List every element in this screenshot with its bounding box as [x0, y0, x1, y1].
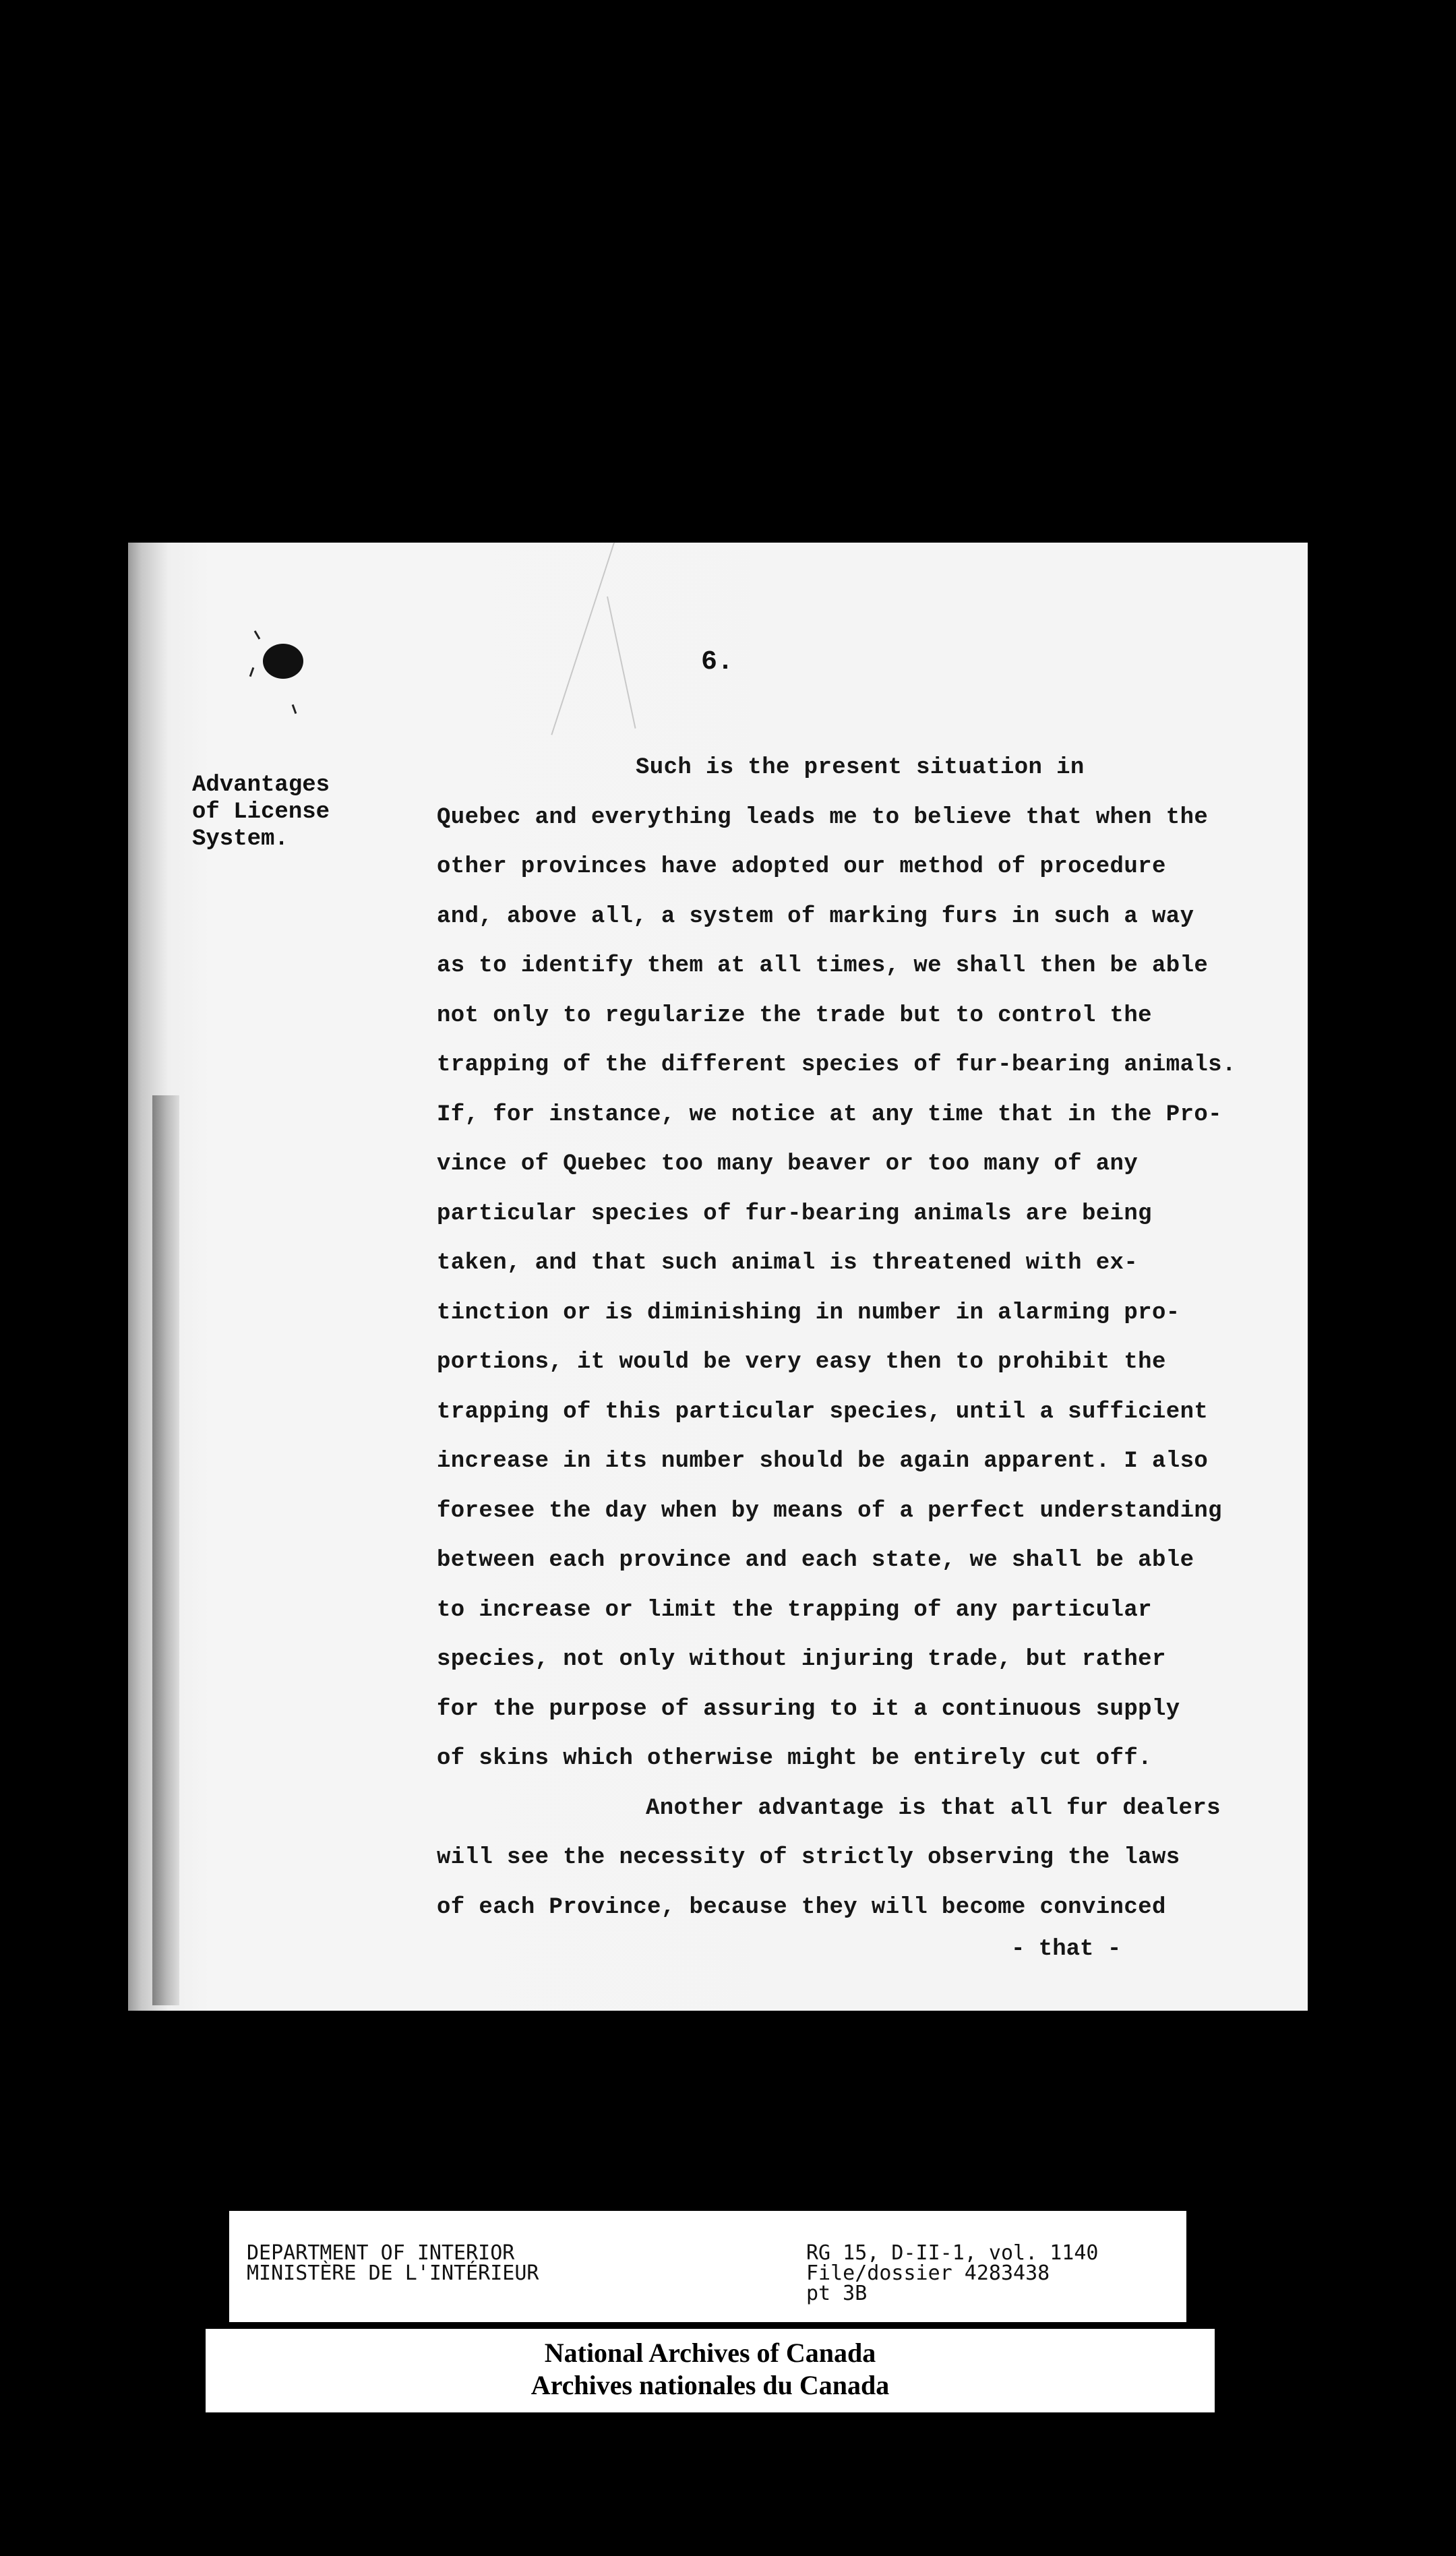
- paper-crease: [551, 543, 615, 735]
- text-line: for the purpose of assuring to it a continuous supply: [437, 1696, 1180, 1722]
- margin-note: [192, 772, 367, 853]
- text-line: Such is the present situation in: [636, 755, 1085, 781]
- margin-note-line: System.: [192, 826, 289, 852]
- page-shadow-edge: [152, 1095, 179, 2005]
- department-english: DEPARTMENT OF INTERIOR: [247, 2241, 515, 2265]
- text-line: If, for instance, we notice at any time that in the Pro-: [437, 1101, 1222, 1128]
- archive-reference-label: [229, 2211, 1186, 2322]
- paper-crease: [607, 597, 636, 729]
- archives-banner: [206, 2329, 1215, 2412]
- catchword: - that -: [1011, 1937, 1122, 1962]
- department-french: MINISTÈRE DE L'INTÉRIEUR: [247, 2261, 539, 2285]
- punch-mark: [249, 667, 255, 677]
- text-line: as to identify them at all times, we shall then be able: [437, 953, 1209, 979]
- text-line: not only to regularize the trade but to control the: [437, 1002, 1152, 1029]
- text-line: taken, and that such animal is threatened with ex-: [437, 1250, 1139, 1276]
- text-line: and, above all, a system of marking furs in such a way: [437, 903, 1194, 930]
- text-line: to increase or limit the trapping of any particular: [437, 1597, 1152, 1623]
- record-group: RG 15, D-II-1, vol. 1140: [806, 2241, 1099, 2265]
- text-line: trapping of this particular species, until a sufficient: [437, 1399, 1209, 1425]
- text-line: Quebec and everything leads me to believe that when the: [437, 804, 1209, 830]
- text-line: between each province and each state, we shall be able: [437, 1548, 1194, 1573]
- text-line: particular species of fur-bearing animals are being: [437, 1200, 1152, 1227]
- text-line: other provinces have adopted our method of procedure: [437, 854, 1166, 880]
- file-reference-block: [806, 2243, 1098, 2304]
- file-number: File/dossier 4283438: [806, 2261, 1050, 2285]
- archives-name-english: National Archives of Canada: [544, 2338, 876, 2368]
- punch-hole: [263, 644, 303, 679]
- text-line: of skins which otherwise might be entirely cut off.: [437, 1746, 1152, 1771]
- text-line: portions, it would be very easy then to prohibit the: [437, 1349, 1166, 1375]
- margin-note-line: Advantages: [192, 772, 330, 798]
- text-line: foresee the day when by means of a perfect understanding: [437, 1498, 1222, 1524]
- text-line: will see the necessity of strictly observing the laws: [437, 1845, 1180, 1870]
- department-block: [247, 2243, 539, 2284]
- file-part: pt 3B: [806, 2282, 868, 2305]
- punch-mark: [254, 630, 261, 640]
- text-line: trapping of the different species of fur-bearing animals.: [437, 1052, 1236, 1078]
- text-line: species, not only without injuring trade, but rather: [437, 1647, 1166, 1672]
- text-line: of each Province, because they will become convinced: [437, 1894, 1166, 1920]
- archives-name-french: Archives nationales du Canada: [530, 2370, 890, 2400]
- text-line: increase in its number should be again apparent. I also: [437, 1449, 1209, 1474]
- document-page: [128, 543, 1308, 2011]
- margin-note-line: of License: [192, 799, 330, 825]
- text-line: vince of Quebec too many beaver or too many of any: [437, 1151, 1139, 1177]
- text-line: Another advantage is that all fur dealers: [646, 1795, 1221, 1821]
- text-line: tinction or is diminishing in number in alarming pro-: [437, 1300, 1180, 1326]
- punch-mark: [292, 704, 297, 714]
- page-number: 6.: [701, 647, 734, 677]
- letter-body: [437, 743, 1300, 1933]
